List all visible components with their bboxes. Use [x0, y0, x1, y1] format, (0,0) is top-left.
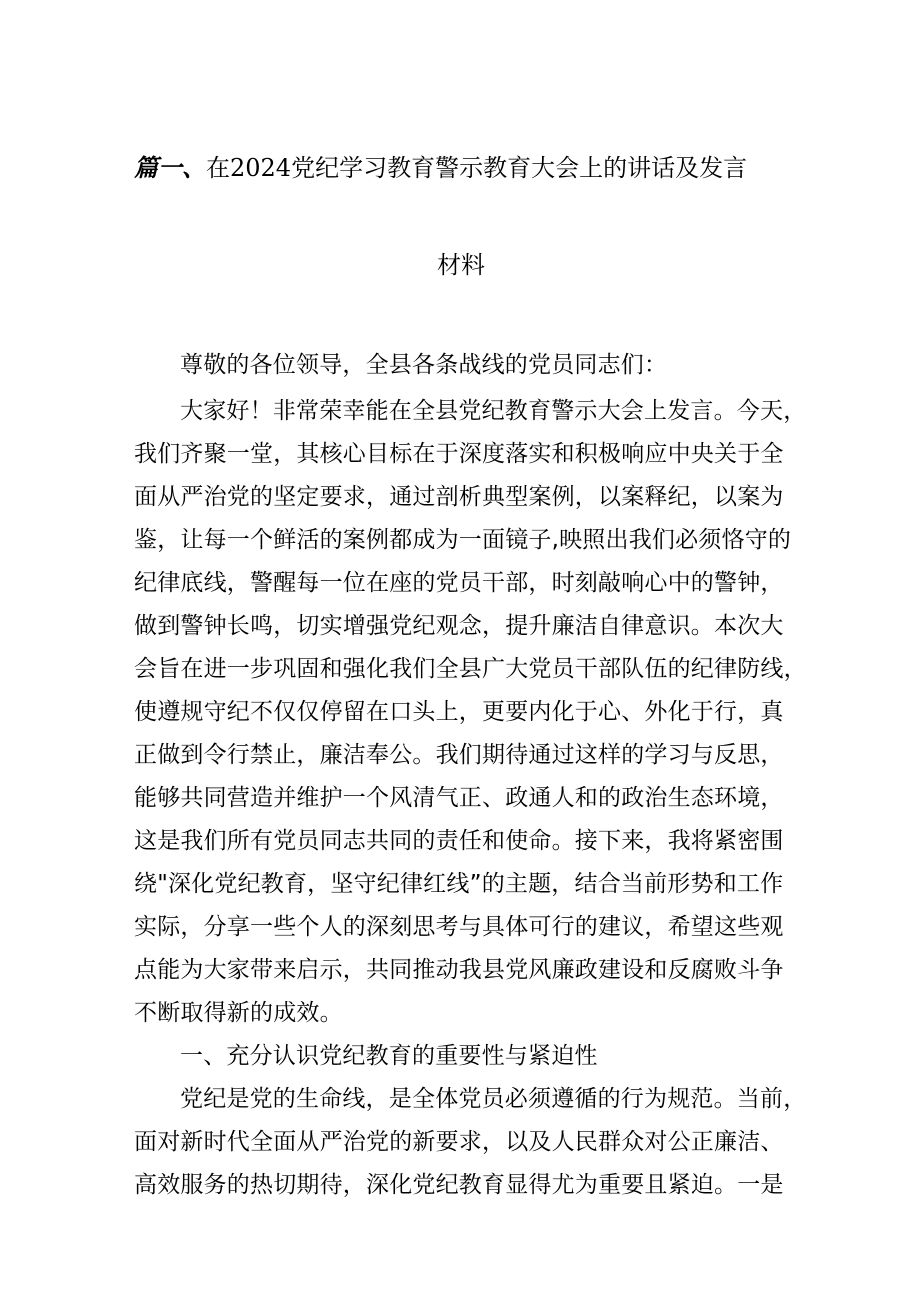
body-line: 做到警钟长鸣，切实增强党纪观念，提升廉洁自律意识。本次大	[134, 613, 784, 639]
body-line: 党纪是党的生命线，是全体党员必须遵循的行为规范。当前，	[180, 1086, 807, 1112]
body-line: 面对新时代全面从严治党的新要求，以及人民群众对公正廉洁、	[134, 1129, 784, 1155]
title-prefix: 篇一、	[134, 153, 206, 182]
body-line: 纪律底线，警醒每一位在座的党员干部，时刻敲响心中的警钟，	[134, 570, 784, 596]
body-line: 高效服务的热切期待，深化党纪教育显得尤为重要且紧迫。一是	[134, 1172, 784, 1198]
body-line: 会旨在进一步巩固和强化我们全县广大党员干部队伍的纪律防线，	[134, 656, 807, 682]
body-line: 能够共同营造并维护一个风清气正、政通人和的政治生态环境，	[134, 785, 784, 811]
body-line: 绕"深化党纪教育，坚守纪律红线”的主题，结合当前形势和工作	[134, 871, 784, 897]
salutation: 尊敬的各位领导，全县各条战线的党员同志们：	[180, 352, 668, 378]
body-line: 点能为大家带来启示，共同推动我县党风廉政建设和反腐败斗争	[134, 957, 784, 983]
body-line: 不断取得新的成效。	[134, 1000, 343, 1026]
document-title	[134, 148, 834, 188]
body-line: 大家好！非常荣幸能在全县党纪教育警示大会上发言。今天，	[180, 398, 807, 424]
body-line: 鉴，让每一个鲜活的案例都成为一面镜子,映照出我们必须恪守的	[134, 527, 792, 553]
title-main: 在2024党纪学习教育警示教育大会上的讲话及发言	[206, 154, 748, 182]
section-heading: 一、充分认识党纪教育的重要性与紧迫性	[180, 1043, 598, 1069]
body-line: 我们齐聚一堂，其核心目标在于深度落实和积极响应中央关于全	[134, 441, 784, 467]
body-line: 正做到令行禁止，廉洁奉公。我们期待通过这样的学习与反思，	[134, 742, 784, 768]
body-line: 实际，分享一些个人的深刻思考与具体可行的建议，希望这些观	[134, 914, 784, 940]
body-line: 这是我们所有党员同志共同的责任和使命。接下来，我将紧密围	[134, 828, 784, 854]
title-continuation: 材料	[437, 251, 485, 279]
body-line: 面从严治党的坚定要求，通过剖析典型案例，以案释纪，以案为	[134, 484, 784, 510]
body-line: 使遵规守纪不仅仅停留在口头上，更要内化于心、外化于行，真	[134, 699, 784, 725]
